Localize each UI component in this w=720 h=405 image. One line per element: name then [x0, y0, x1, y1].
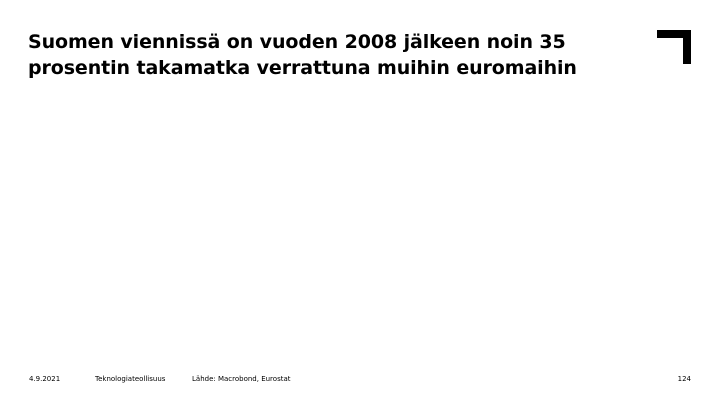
footer-date: 4.9.2021: [29, 375, 61, 383]
footer-source: Lähde: Macrobond, Eurostat: [192, 375, 291, 383]
corner-bracket-icon: [657, 30, 691, 64]
slide-title-line-1: Suomen viennissä on vuoden 2008 jälkeen noin 35: [28, 31, 566, 53]
footer-organization: Teknologiateollisuus: [95, 375, 166, 383]
footer-page-number: 124: [677, 375, 691, 383]
slide-title: [28, 29, 658, 81]
slide-title-line-2: prosentin takamatka verrattuna muihin euromaihin: [28, 57, 577, 79]
